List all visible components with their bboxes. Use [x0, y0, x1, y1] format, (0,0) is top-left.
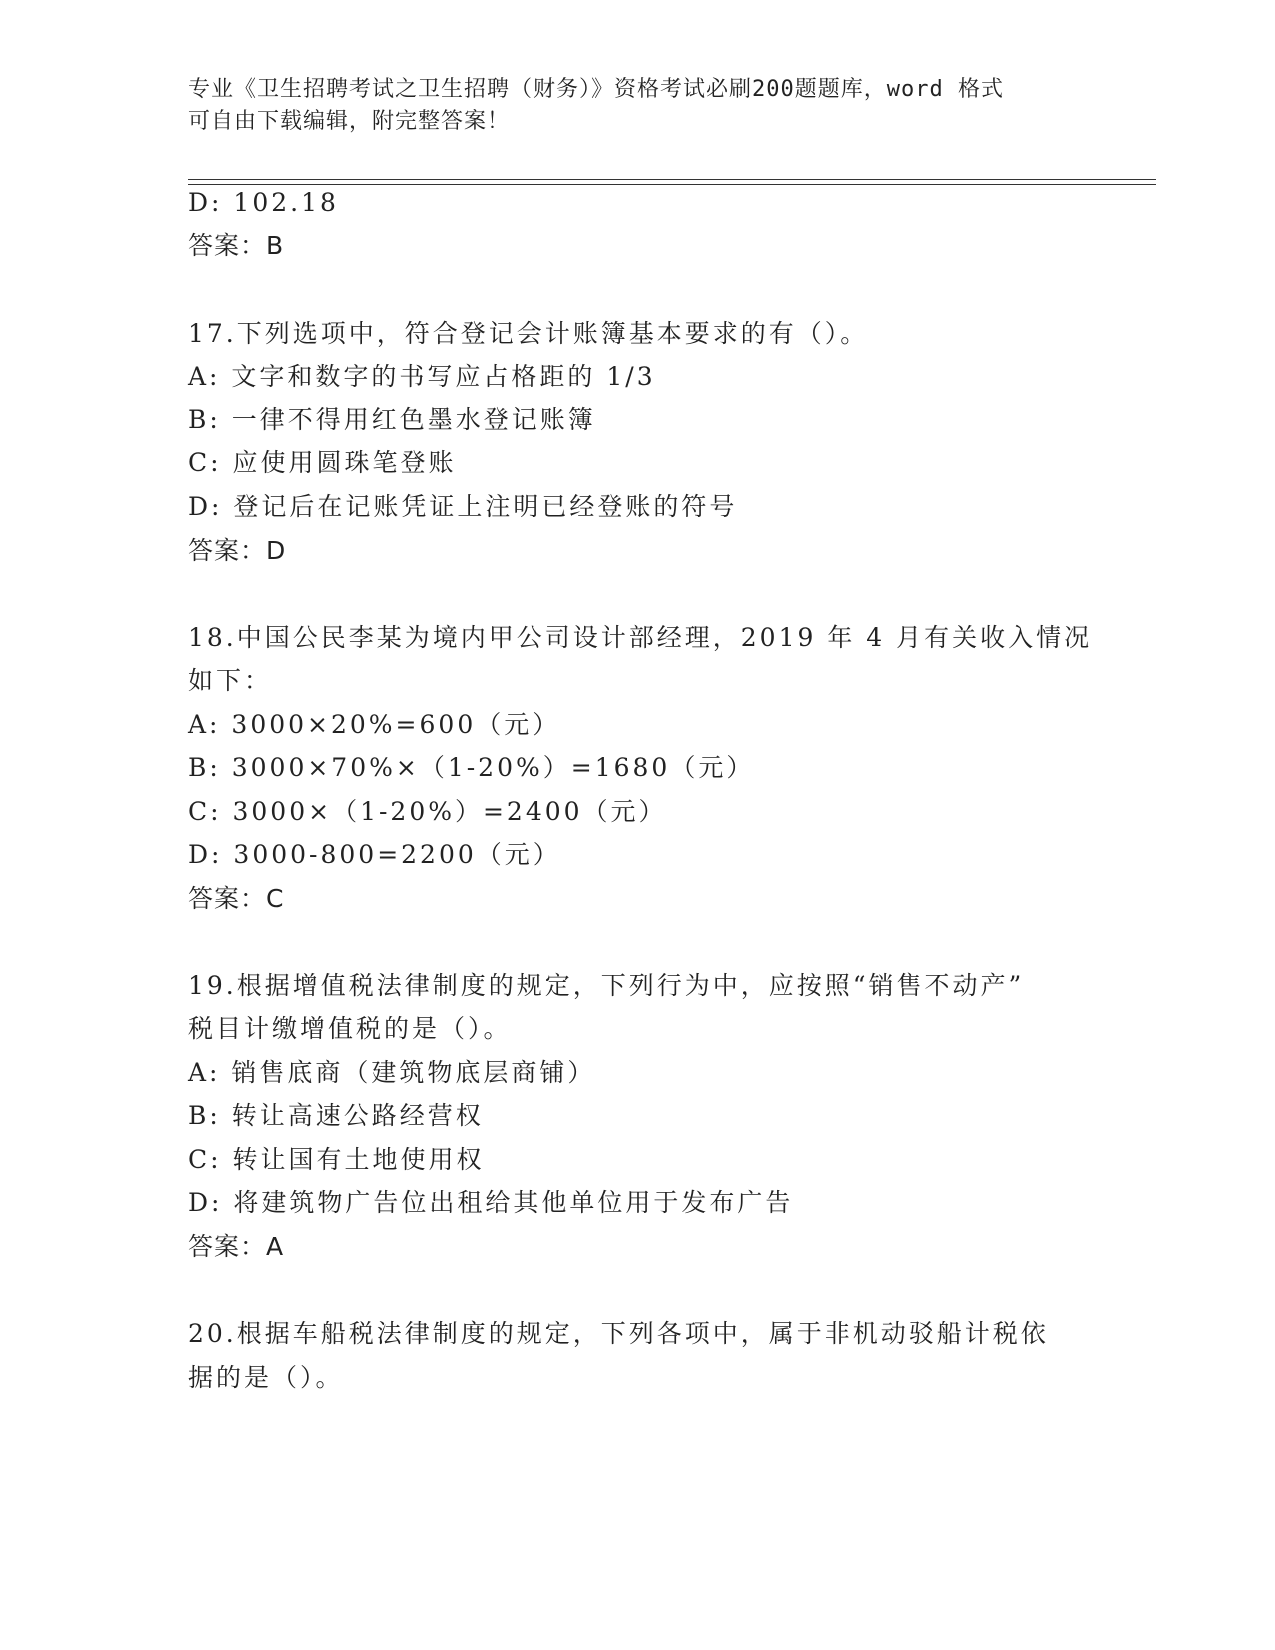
question-20-stem-line-1: 20.根据车船税法律制度的规定，下列各项中，属于非机动驳船计税依 — [188, 1319, 1049, 1348]
header-title-line-1: 专业《卫生招聘考试之卫生招聘（财务）》资格考试必刷200题题库，word 格式 — [188, 77, 1004, 102]
question-18-option-c: C: 3000×（1-20%）=2400（元） — [188, 797, 667, 826]
question-18-stem-line-1: 18.中国公民李某为境内甲公司设计部经理，2019 年 4 月有关收入情况 — [188, 623, 1093, 652]
question-19-option-c: C: 转让国有土地使用权 — [188, 1145, 485, 1174]
question-17-option-a: A: 文字和数字的书写应占格距的 1/3 — [188, 362, 656, 391]
question-18-option-b: B: 3000×70%×（1-20%）=1680（元） — [188, 753, 755, 782]
question-20-stem-line-2: 据的是（）。 — [188, 1363, 344, 1392]
page-header — [188, 74, 1068, 138]
question-18-answer: 答案：C — [188, 884, 285, 913]
header-title-line-2: 可自由下载编辑，附完整答案！ — [188, 109, 511, 134]
question-18-option-a: A: 3000×20%=600（元） — [188, 710, 561, 739]
header-divider-top — [188, 179, 1156, 180]
question-17-option-c: C: 应使用圆珠笔登账 — [188, 448, 457, 477]
question-17-stem: 17.下列选项中，符合登记会计账簿基本要求的有（）。 — [188, 319, 869, 348]
question-19-answer: 答案：A — [188, 1232, 285, 1261]
question-19-stem-line-1: 19.根据增值税法律制度的规定，下列行为中，应按照“销售不动产” — [188, 971, 1025, 1000]
answer: 答案：B — [188, 231, 285, 260]
question-19-option-b: B: 转让高速公路经营权 — [188, 1101, 484, 1130]
question-19-option-a: A: 销售底商（建筑物底层商铺） — [188, 1058, 596, 1087]
question-18-option-d: D: 3000-800=2200（元） — [188, 840, 561, 869]
question-19-option-d: D: 将建筑物广告位出租给其他单位用于发布广告 — [188, 1188, 794, 1217]
header-divider-bottom — [188, 184, 1156, 185]
question-19-stem-line-2: 税目计缴增值税的是（）。 — [188, 1014, 512, 1043]
option-d: D: 102.18 — [188, 188, 339, 217]
question-17-option-d: D: 登记后在记账凭证上注明已经登账的符号 — [188, 492, 738, 521]
question-18-stem-line-2: 如下： — [188, 666, 273, 695]
question-17-answer: 答案：D — [188, 536, 287, 565]
question-17-option-b: B: 一律不得用红色墨水登记账簿 — [188, 405, 596, 434]
